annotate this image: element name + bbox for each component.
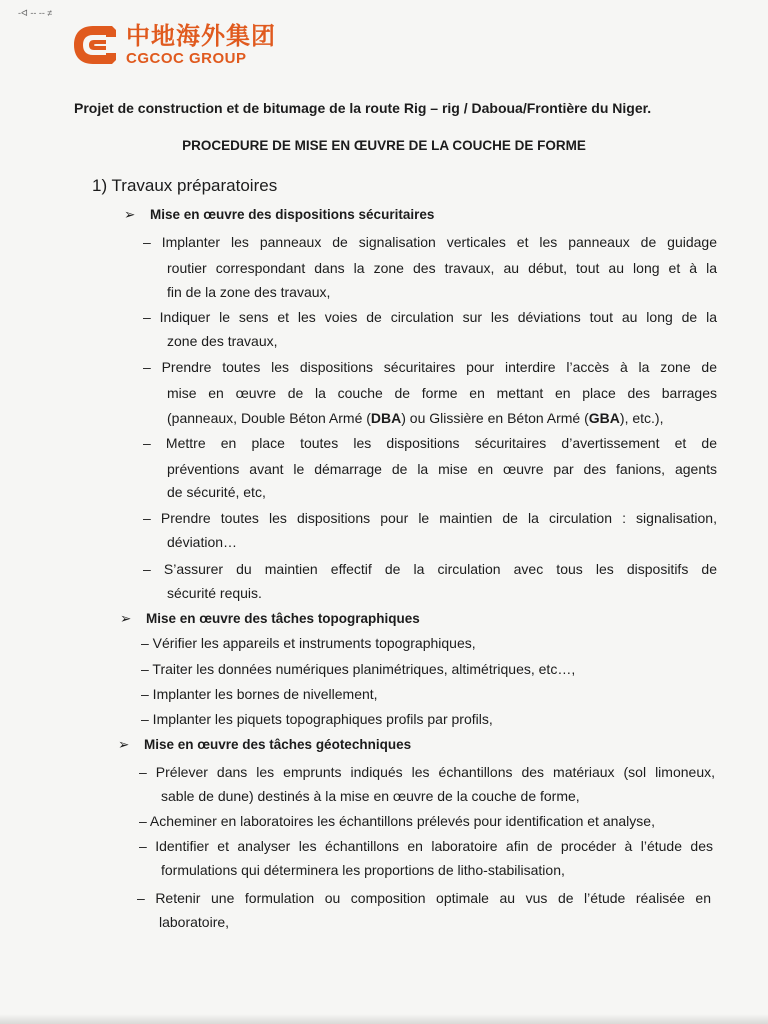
arrow-bullet-icon: ➢: [120, 611, 132, 626]
procedure-title: PROCEDURE DE MISE EN ŒUVRE DE LA COUCHE DE FORME: [182, 138, 586, 153]
text-line: – S’assurer du maintien effectif de la circulation avec tous les dispositifs de: [143, 561, 717, 577]
text-line: – Vérifier les appareils et instruments topographiques,: [141, 635, 476, 651]
text-line: – Prendre toutes les dispositions sécuritaires pour interdire l’accès à la zone de: [143, 359, 717, 375]
text-line: – Acheminer en laboratoires les échantillons prélevés pour identification et analyse,: [139, 813, 655, 829]
text-line: (panneaux, Double Béton Armé (DBA) ou Glissière en Béton Armé (GBA), etc.),: [167, 410, 664, 426]
cgcoc-logo: [72, 24, 276, 66]
text-line: – Implanter les piquets topographiques profils par profils,: [141, 711, 493, 727]
subheading-securite: [124, 207, 434, 223]
text-line: laboratoire,: [159, 914, 230, 930]
logo-chinese-name: 中地海外集团: [126, 22, 276, 50]
project-title: Projet de construction et de bitumage de la route Rig – rig / Daboua/Frontière du Niger.: [74, 100, 652, 116]
scan-corner-mark: -ᐊ -- -- ≠: [18, 8, 53, 18]
text-line: sécurité requis.: [167, 585, 262, 601]
text-line: sable de dune) destinés à la mise en œuvre de la couche de forme,: [161, 788, 580, 804]
text-line: formulations qui déterminera les proportions de litho-stabilisation,: [161, 862, 565, 878]
text-line: – Identifier et analyser les échantillons en laboratoire afin de procéder à l’étude des: [139, 838, 713, 854]
text-line: zone des travaux,: [167, 333, 278, 349]
arrow-bullet-icon: ➢: [118, 737, 130, 752]
text-line: – Traiter les données numériques planimétriques, altimétriques, etc…,: [141, 661, 576, 677]
scan-bottom-edge: [0, 1014, 768, 1024]
text-line: préventions avant le démarrage de la mise en œuvre par des fanions, agents: [167, 461, 717, 477]
section-title: 1) Travaux préparatoires: [92, 176, 278, 195]
dba-abbrev: DBA: [370, 410, 402, 426]
subheading-topo: [120, 611, 420, 627]
text-line: – Prélever dans les emprunts indiqués les échantillons des matériaux (sol limoneux,: [139, 764, 715, 780]
text-line: – Indiquer le sens et les voies de circulation sur les déviations tout au long de la: [143, 309, 717, 325]
text-line: routier correspondant dans la zone des travaux, au début, tout au long et à la: [167, 260, 717, 276]
subheading-securite-text: Mise en œuvre des dispositions sécuritaires: [150, 207, 435, 222]
text-line: – Prendre toutes les dispositions pour le maintien de la circulation : signalisation,: [143, 510, 717, 526]
gba-abbrev: GBA: [588, 410, 620, 426]
logo-english-name: CGCOC GROUP: [126, 50, 247, 67]
text-line: – Retenir une formulation ou composition optimale au vus de l’étude réalisée en: [137, 890, 711, 906]
cgcoc-logo-icon: [72, 24, 118, 66]
text-line: fin de la zone des travaux,: [167, 284, 331, 300]
text-line: – Mettre en place toutes les dispositions sécuritaires d’avertissement et de: [143, 435, 717, 451]
text-line: – Implanter les bornes de nivellement,: [141, 686, 378, 702]
text-line: de sécurité, etc,: [167, 484, 266, 500]
subheading-geo: [118, 737, 411, 753]
subheading-geo-text: Mise en œuvre des tâches géotechniques: [144, 737, 412, 752]
text-line: mise en œuvre de la couche de forme en mettant en place des barrages: [167, 385, 717, 401]
arrow-bullet-icon: ➢: [124, 207, 136, 222]
subheading-topo-text: Mise en œuvre des tâches topographiques: [146, 611, 420, 626]
text-line: déviation…: [167, 534, 238, 550]
text-line: – Implanter les panneaux de signalisation verticales et les panneaux de guidage: [143, 234, 717, 250]
